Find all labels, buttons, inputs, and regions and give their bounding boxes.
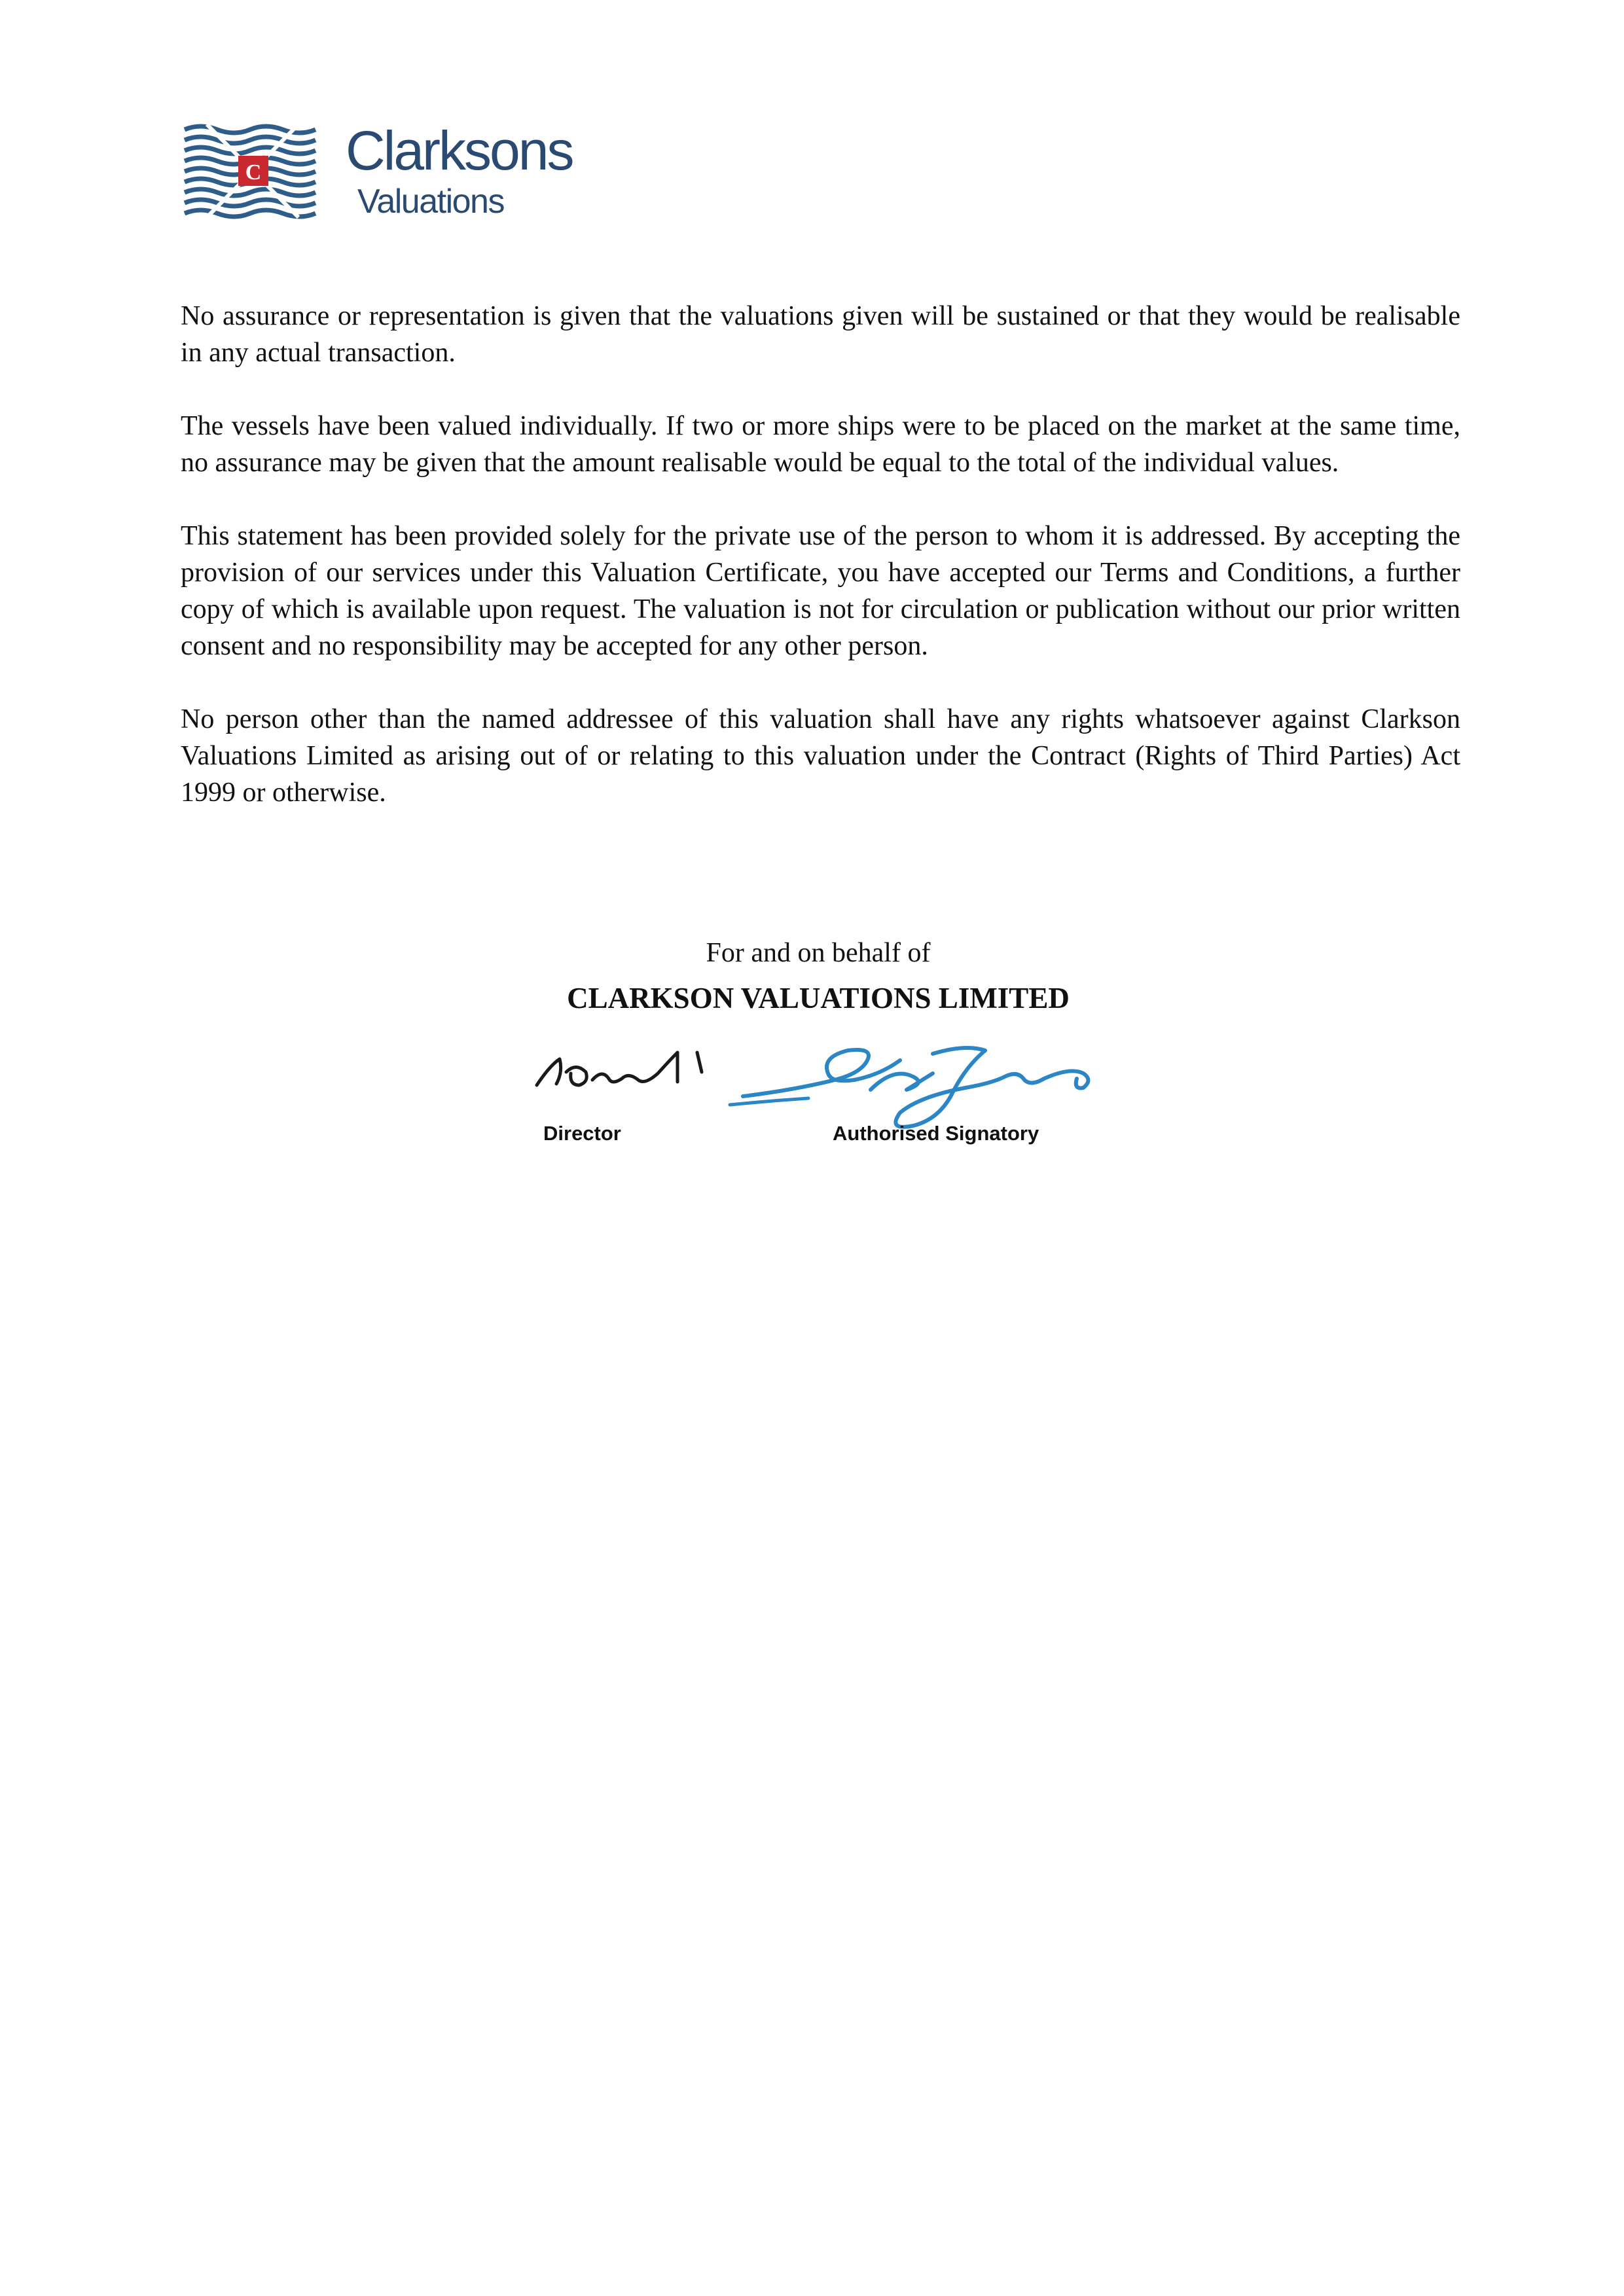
paragraph-private-use: This statement has been provided solely for the private use of the person to whom it is addressed. By accepting the provision of our services under this Valuation Certificate, you have accepted our Terms and Conditions, a further copy of which is available upon request. The valuation is not for circulation or publication without our prior written consent and no responsibility may be accepted for any other person. [181,521,1460,661]
statement-body [181,298,1460,848]
company-name: CLARKSON VALUATIONS LIMITED [567,982,1070,1014]
on-behalf-of-line: For and on behalf of [706,938,931,968]
director-label: Director [543,1122,621,1145]
clarksons-emblem-icon [181,122,326,220]
logo-title: Clarksons [346,120,573,181]
svg-text:C: C [245,160,262,185]
paragraph-assurance: No assurance or representation is given that the valuations given will be sustained or that they would be realisable in any actual transaction. [181,301,1460,368]
authorised-signatory-label: Authorised Signatory [833,1122,1039,1145]
logo-subtitle: Valuations [357,183,504,221]
paragraph-third-parties: No person other than the named addressee of this valuation shall have any rights whatsoever against Clarkson Valuations Limited as arising out of or relating to this valuation under the Contract (Rights of Third Parties) Act 1999 or otherwise. [181,704,1460,808]
director-signature [530,1033,720,1105]
paragraph-individual-valuation: The vessels have been valued individually. If two or more ships were to be placed on the market at the same time, no assurance may be given that the amount realisable would be equal to the total of the individual values. [181,411,1460,478]
company-logo [181,122,606,226]
